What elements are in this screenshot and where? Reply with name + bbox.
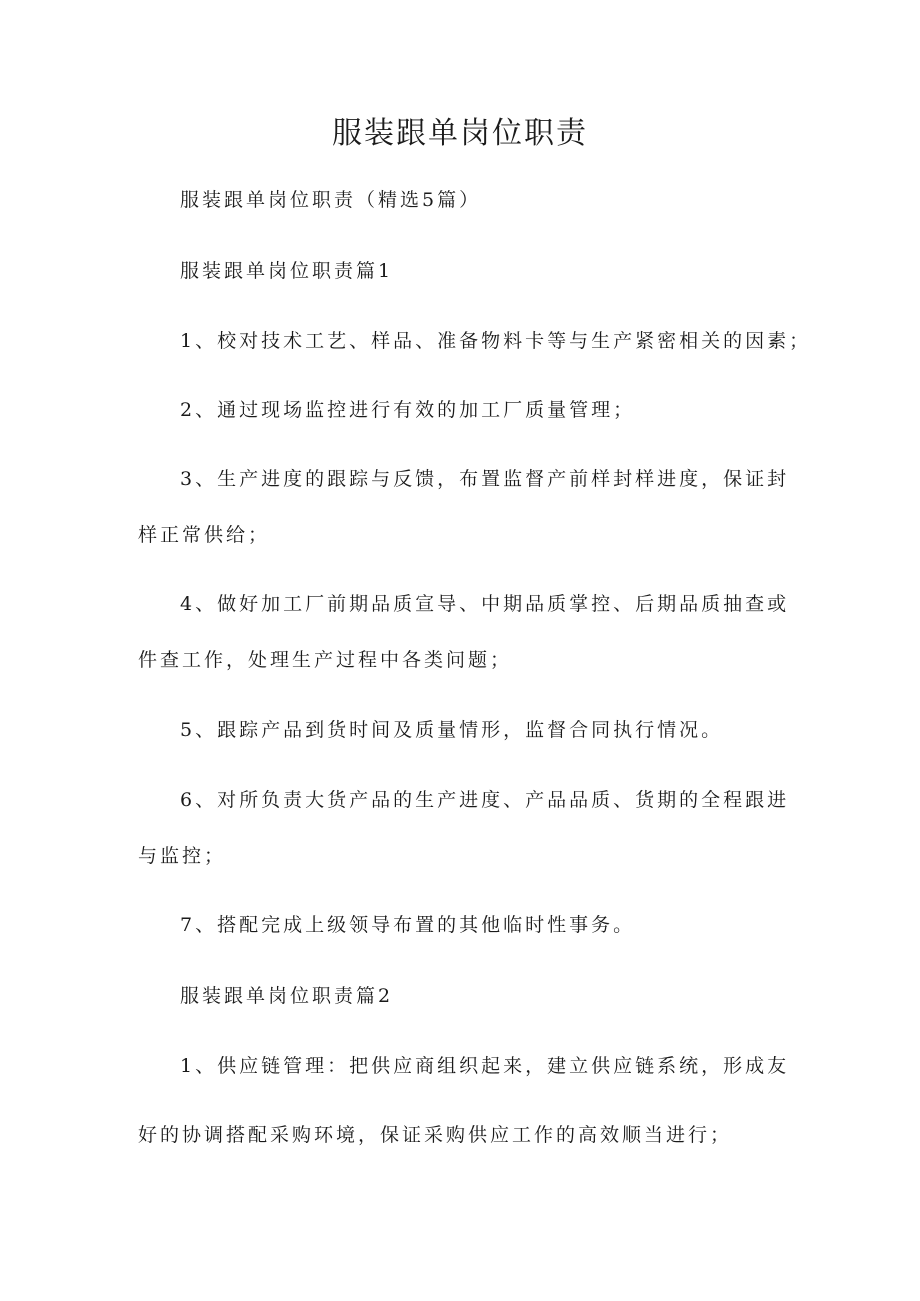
duty-item-6-continued: 与监控； [138,845,227,867]
duty-item-1: 1、校对技术工艺、样品、准备物料卡等与生产紧密相关的因素； [180,330,812,352]
duty-item-6: 6、对所负责大货产品的生产进度、产品品质、货期的全程跟进 [180,789,790,811]
duty-item-5: 5、跟踪产品到货时间及质量情形，监督合同执行情况。 [180,719,724,741]
duty-item-2-1: 1、供应链管理：把供应商组织起来，建立供应链系统，形成友 [180,1055,790,1077]
document-subtitle: 服装跟单岗位职责（精选5篇） [180,189,482,211]
duty-item-2-1-continued: 好的协调搭配采购环境，保证采购供应工作的高效顺当进行； [138,1124,733,1146]
duty-item-4-continued: 件查工作，处理生产过程中各类问题； [138,649,513,671]
duty-item-3-continued: 样正常供给； [138,524,271,546]
duty-item-3: 3、生产进度的跟踪与反馈，布置监督产前样封样进度，保证封 [180,468,790,490]
duty-item-7: 7、搭配完成上级领导布置的其他临时性事务。 [180,914,636,936]
document-title: 服装跟单岗位职责 [332,116,588,151]
section-heading-1: 服装跟单岗位职责篇1 [180,260,394,282]
section-heading-2: 服装跟单岗位职责篇2 [180,985,394,1007]
duty-item-4: 4、做好加工厂前期品质宣导、中期品质掌控、后期品质抽查或 [180,593,790,615]
duty-item-2: 2、通过现场监控进行有效的加工厂质量管理； [180,399,636,421]
